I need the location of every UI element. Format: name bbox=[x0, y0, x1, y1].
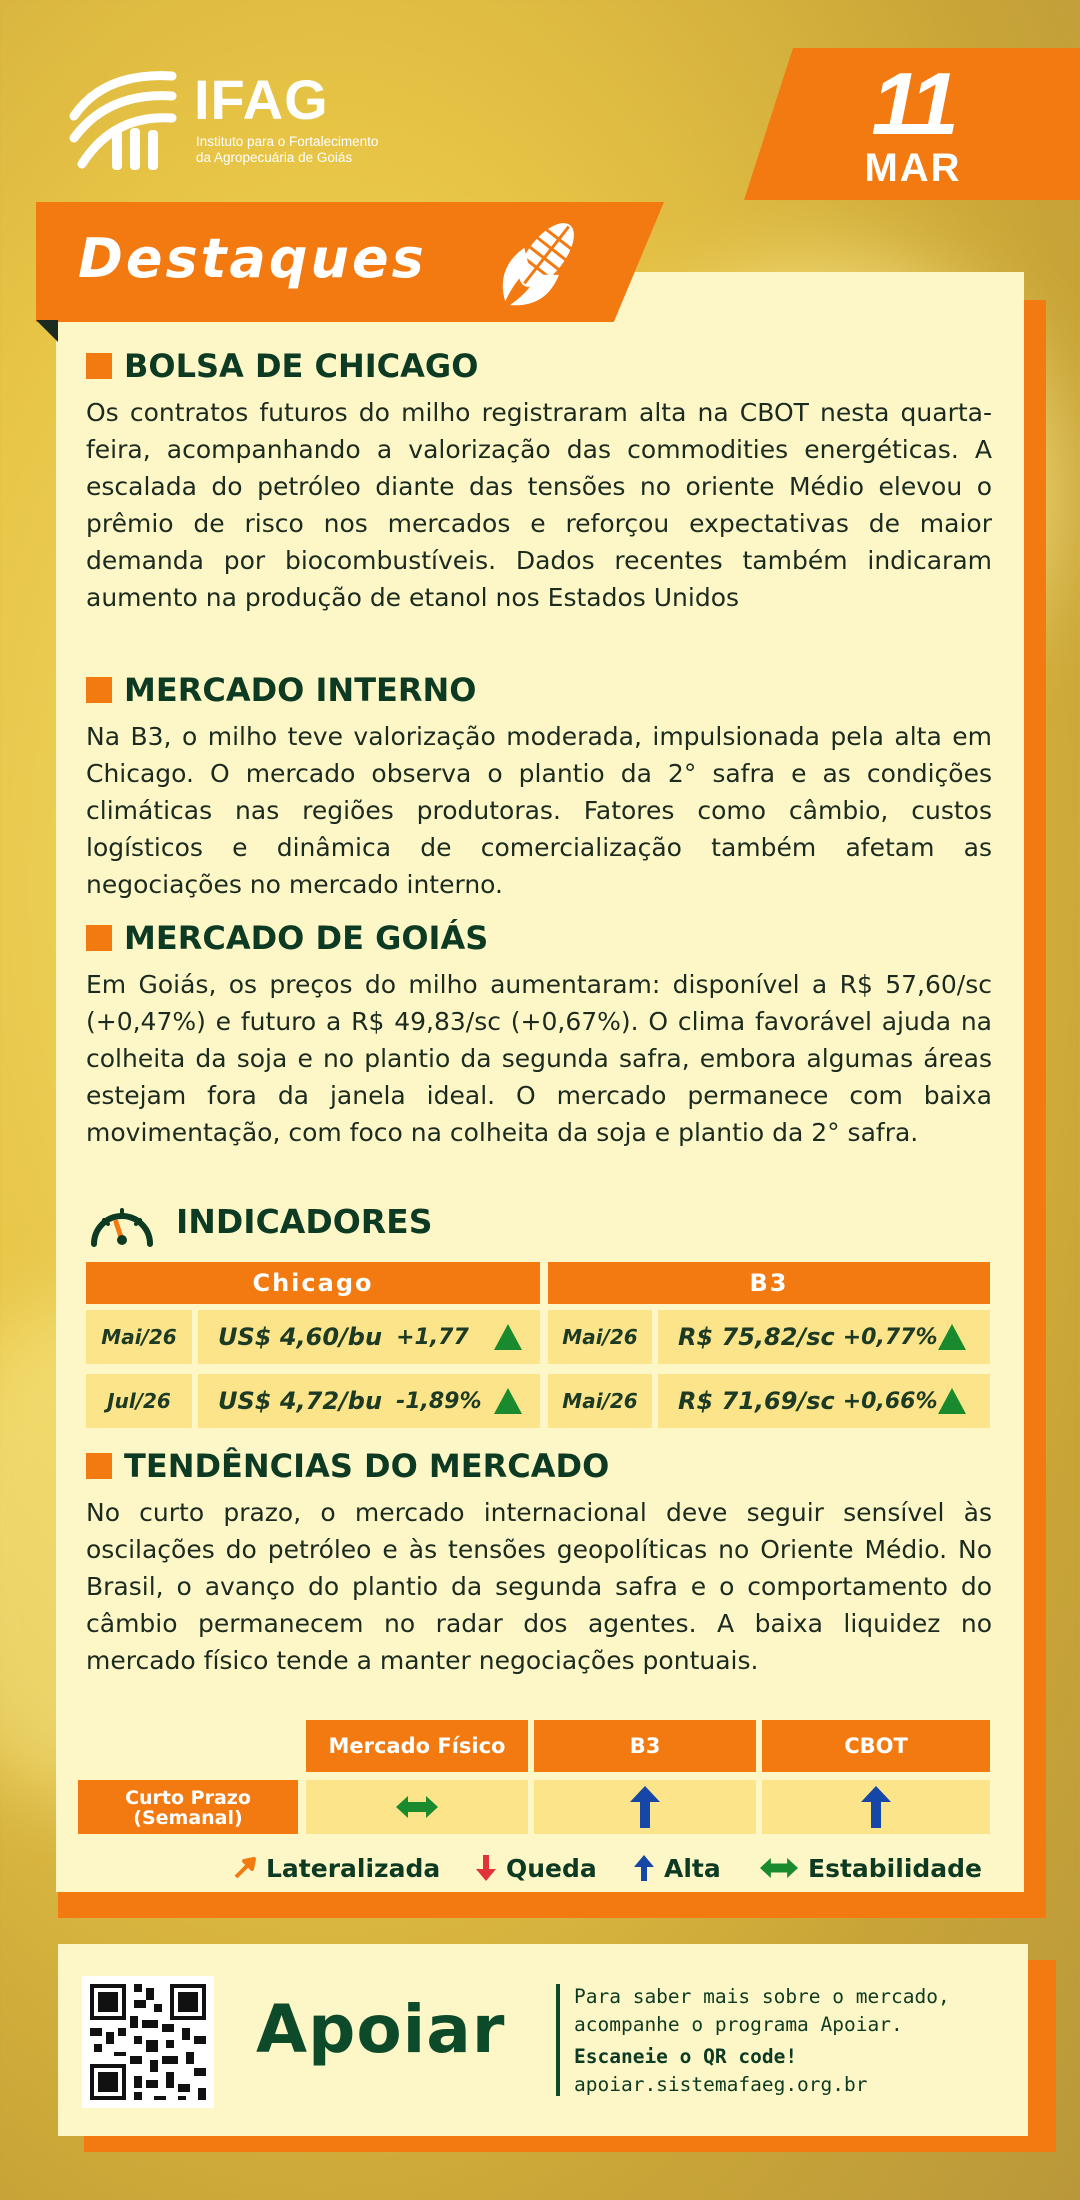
logo-subtitle-line1: Instituto para o Fortalecimento bbox=[196, 134, 379, 149]
chicago-price-2: US$ 4,72/bu bbox=[218, 1387, 383, 1415]
legend-alta bbox=[634, 1850, 721, 1886]
section-marker bbox=[86, 1453, 112, 1479]
chicago-price-1: US$ 4,60/bu bbox=[218, 1323, 383, 1351]
paragraph-goias: Em Goiás, os preços do milho aumentaram: disponível a R$ 57,60/sc (+0,47%) e futuro a R$ 49,83/sc (+0,67%). O clima favorável ajuda na colheita da soja e no plantio da segunda safra, embora algumas áreas estejam fora da janela ideal. O mercado permanece com baixa movimentação, com foco na colheita da soja e plantio da 2° safra. bbox=[86, 970, 992, 1147]
apoiar-logo bbox=[256, 1990, 505, 2070]
logo-title: IFAG bbox=[194, 68, 329, 131]
date-day: 11 bbox=[871, 54, 955, 153]
corn-icon bbox=[480, 206, 592, 318]
trend-row-label-line1: Curto Prazo bbox=[125, 1787, 251, 1809]
b3-change-2: +0,66% bbox=[842, 1388, 938, 1414]
chicago-value-2 bbox=[198, 1374, 540, 1428]
chicago-change-1: +1,77 bbox=[396, 1324, 469, 1350]
qr-code[interactable] bbox=[82, 1976, 214, 2108]
b3-change-1: +0,77% bbox=[842, 1324, 938, 1350]
section-title-interno-text: MERCADO INTERNO bbox=[124, 671, 477, 709]
b3-month-1: Mai/26 bbox=[548, 1310, 652, 1364]
footer-line2: acompanhe o programa Apoiar. bbox=[574, 2013, 903, 2036]
trend-cell-cbot bbox=[762, 1780, 990, 1834]
trend-column-mercado-fisico: Mercado Físico bbox=[306, 1720, 528, 1772]
legend-alta-label: Alta bbox=[664, 1853, 721, 1883]
banner-fold bbox=[36, 320, 58, 342]
legend-queda-label: Queda bbox=[506, 1853, 597, 1883]
date-month: MAR bbox=[864, 146, 962, 190]
trend-cell-mercado-fisico bbox=[306, 1780, 528, 1834]
trend-column-cbot: CBOT bbox=[762, 1720, 990, 1772]
legend-queda bbox=[476, 1850, 597, 1886]
apoiar-brand-text: Apoiar bbox=[256, 1991, 506, 2068]
up-triangle-icon bbox=[494, 1324, 522, 1350]
diagonal-arrow-icon bbox=[234, 1857, 256, 1879]
legend-estabilidade bbox=[760, 1850, 982, 1886]
section-marker bbox=[86, 353, 112, 379]
logo-subtitle-line2: da Agropecuária de Goiás bbox=[196, 150, 353, 165]
stability-arrow-icon bbox=[396, 1794, 438, 1820]
ifag-logo-icon bbox=[64, 66, 182, 174]
b3-price-1: R$ 75,82/sc bbox=[678, 1323, 835, 1351]
paragraph-chicago: Os contratos futuros do milho registraram alta na CBOT nesta quarta-feira, acompanhando a valorização das commodities energéticas. A escalada do petróleo diante das tensões no oriente Médio elevou o prêmio de risco nos mercados e reforçou expectativas de maior demanda por biocombustíveis. Dados recentes também indicaram aumento na produção de etanol nos Estados Unidos bbox=[86, 398, 992, 612]
indicators-header-b3: B3 bbox=[548, 1262, 990, 1304]
gauge-icon bbox=[86, 1196, 158, 1248]
logo-subtitle bbox=[196, 134, 406, 166]
down-arrow-icon bbox=[476, 1855, 496, 1881]
trend-row-label-line2: (Semanal) bbox=[133, 1807, 243, 1829]
up-arrow-icon bbox=[861, 1786, 891, 1828]
legend-lateralizada bbox=[234, 1850, 440, 1886]
stability-arrow-icon bbox=[760, 1856, 798, 1880]
section-marker bbox=[86, 925, 112, 951]
section-title-goias-text: MERCADO DE GOIÁS bbox=[124, 919, 489, 957]
chicago-value-1 bbox=[198, 1310, 540, 1364]
section-title-goias bbox=[86, 918, 488, 958]
paragraph-tendencias: No curto prazo, o mercado internacional deve seguir sensível às oscilações do petróleo e às tensões geopolíticas no Oriente Médio. No Brasil, o avanço do plantio da segunda safra e o comportamento do câmbio permanecem no radar dos agentes. A baixa liquidez no mercado físico tende a manter negociações pontuais. bbox=[86, 1498, 992, 1675]
footer-line1: Para saber mais sobre o mercado, bbox=[574, 1985, 950, 2008]
indicators-header-chicago: Chicago bbox=[86, 1262, 540, 1304]
b3-month-2: Mai/26 bbox=[548, 1374, 652, 1428]
indicators-title: INDICADORES bbox=[176, 1202, 433, 1241]
up-arrow-icon bbox=[634, 1855, 654, 1881]
up-arrow-icon bbox=[630, 1786, 660, 1828]
banner-title: Destaques bbox=[78, 227, 427, 290]
legend-lateralizada-label: Lateralizada bbox=[266, 1853, 441, 1883]
up-triangle-icon bbox=[938, 1388, 966, 1414]
section-title-chicago bbox=[86, 346, 478, 386]
paragraph-interno: Na B3, o milho teve valorização moderada, impulsionada pela alta em Chicago. O mercado observa o plantio da 2° safra e as condições climáticas nas regiões produtoras. Fatores como câmbio, custos logísticos e dinâmica de comercialização também afetam as negociações no mercado interno. bbox=[86, 722, 992, 899]
chicago-month-2: Jul/26 bbox=[86, 1374, 192, 1428]
trend-cell-b3 bbox=[534, 1780, 756, 1834]
chicago-month-1: Mai/26 bbox=[86, 1310, 192, 1364]
trend-row-label bbox=[78, 1780, 298, 1834]
b3-price-2: R$ 71,69/sc bbox=[678, 1387, 835, 1415]
section-title-chicago-text: BOLSA DE CHICAGO bbox=[124, 347, 479, 385]
up-triangle-icon bbox=[938, 1324, 966, 1350]
section-marker bbox=[86, 677, 112, 703]
chicago-change-2: -1,89% bbox=[396, 1388, 482, 1414]
trend-column-b3: B3 bbox=[534, 1720, 756, 1772]
footer-divider bbox=[556, 1984, 560, 2096]
section-title-tendencias-text: TENDÊNCIAS DO MERCADO bbox=[124, 1447, 610, 1485]
footer-url[interactable]: apoiar.sistemafaeg.org.br bbox=[574, 2073, 868, 2096]
footer-cta: Escaneie o QR code! bbox=[574, 2045, 798, 2068]
legend-estabilidade-label: Estabilidade bbox=[808, 1853, 982, 1883]
section-title-tendencias bbox=[86, 1446, 609, 1486]
section-title-interno bbox=[86, 670, 477, 710]
ifag-logo bbox=[64, 66, 394, 176]
up-triangle-icon bbox=[494, 1388, 522, 1414]
